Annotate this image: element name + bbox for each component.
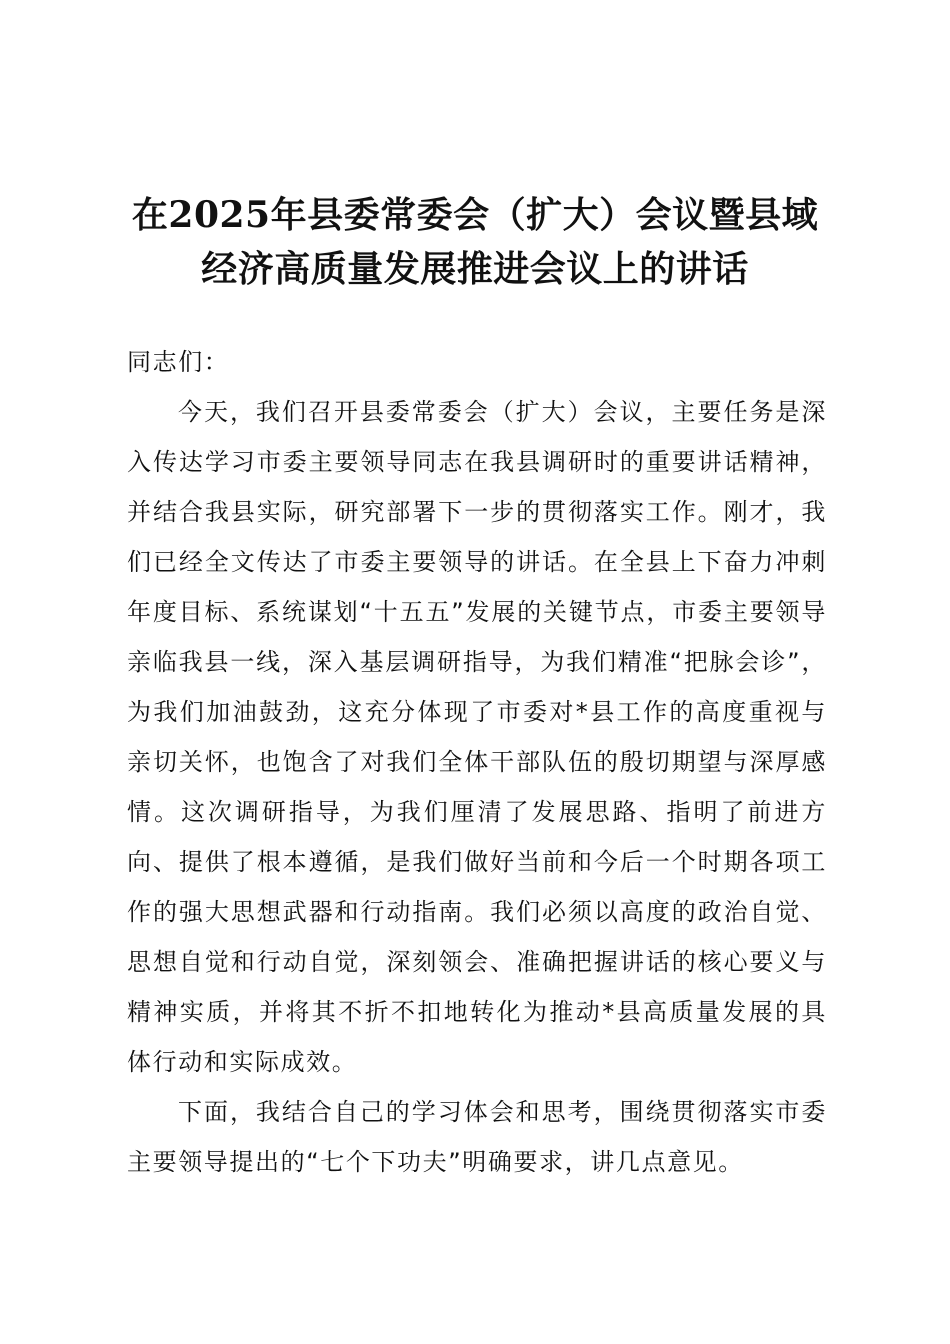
paragraph-opening: 今天，我们召开县委常委会（扩大）会议，主要任务是深入传达学习市委主要领导同志在我县调研时的重要讲话精神，并结合我县实际，研究部署下一步的贯彻落实工作。刚才，我们已经全文传达了市委主要领导的讲话。在全县上下奋力冲刺年度目标、系统谋划“十五五”发展的关键节点，市委主要领导亲临我县一线，深入基层调研指导，为我们精准“把脉会诊”，为我们加油鼓劲，这充分体现了市委对*县工作的高度重视与亲切关怀，也饱含了对我们全体干部队伍的殷切期望与深厚感情。这次调研指导，为我们厘清了发展思路、指明了前进方向、提供了根本遵循，是我们做好当前和今后一个时期各项工作的强大思想武器和行动指南。我们必须以高度的政治自觉、思想自觉和行动自觉，深刻领会、准确把握讲话的核心要义与精神实质，并将其不折不扣地转化为推动*县高质量发展的具体行动和实际成效。 bbox=[127, 398, 827, 1076]
document-title bbox=[100, 188, 850, 296]
title-line-1: 在2025年县委常委会（扩大）会议暨县域 bbox=[131, 194, 819, 236]
title-line-2: 经济高质量发展推进会议上的讲话 bbox=[201, 248, 749, 290]
document-body bbox=[127, 337, 827, 1187]
salutation: 同志们： bbox=[127, 348, 230, 376]
paragraph-outline: 下面，我结合自己的学习体会和思考，围绕贯彻落实市委主要领导提出的“七个下功夫”明确要求，讲几点意见。 bbox=[127, 1098, 827, 1176]
